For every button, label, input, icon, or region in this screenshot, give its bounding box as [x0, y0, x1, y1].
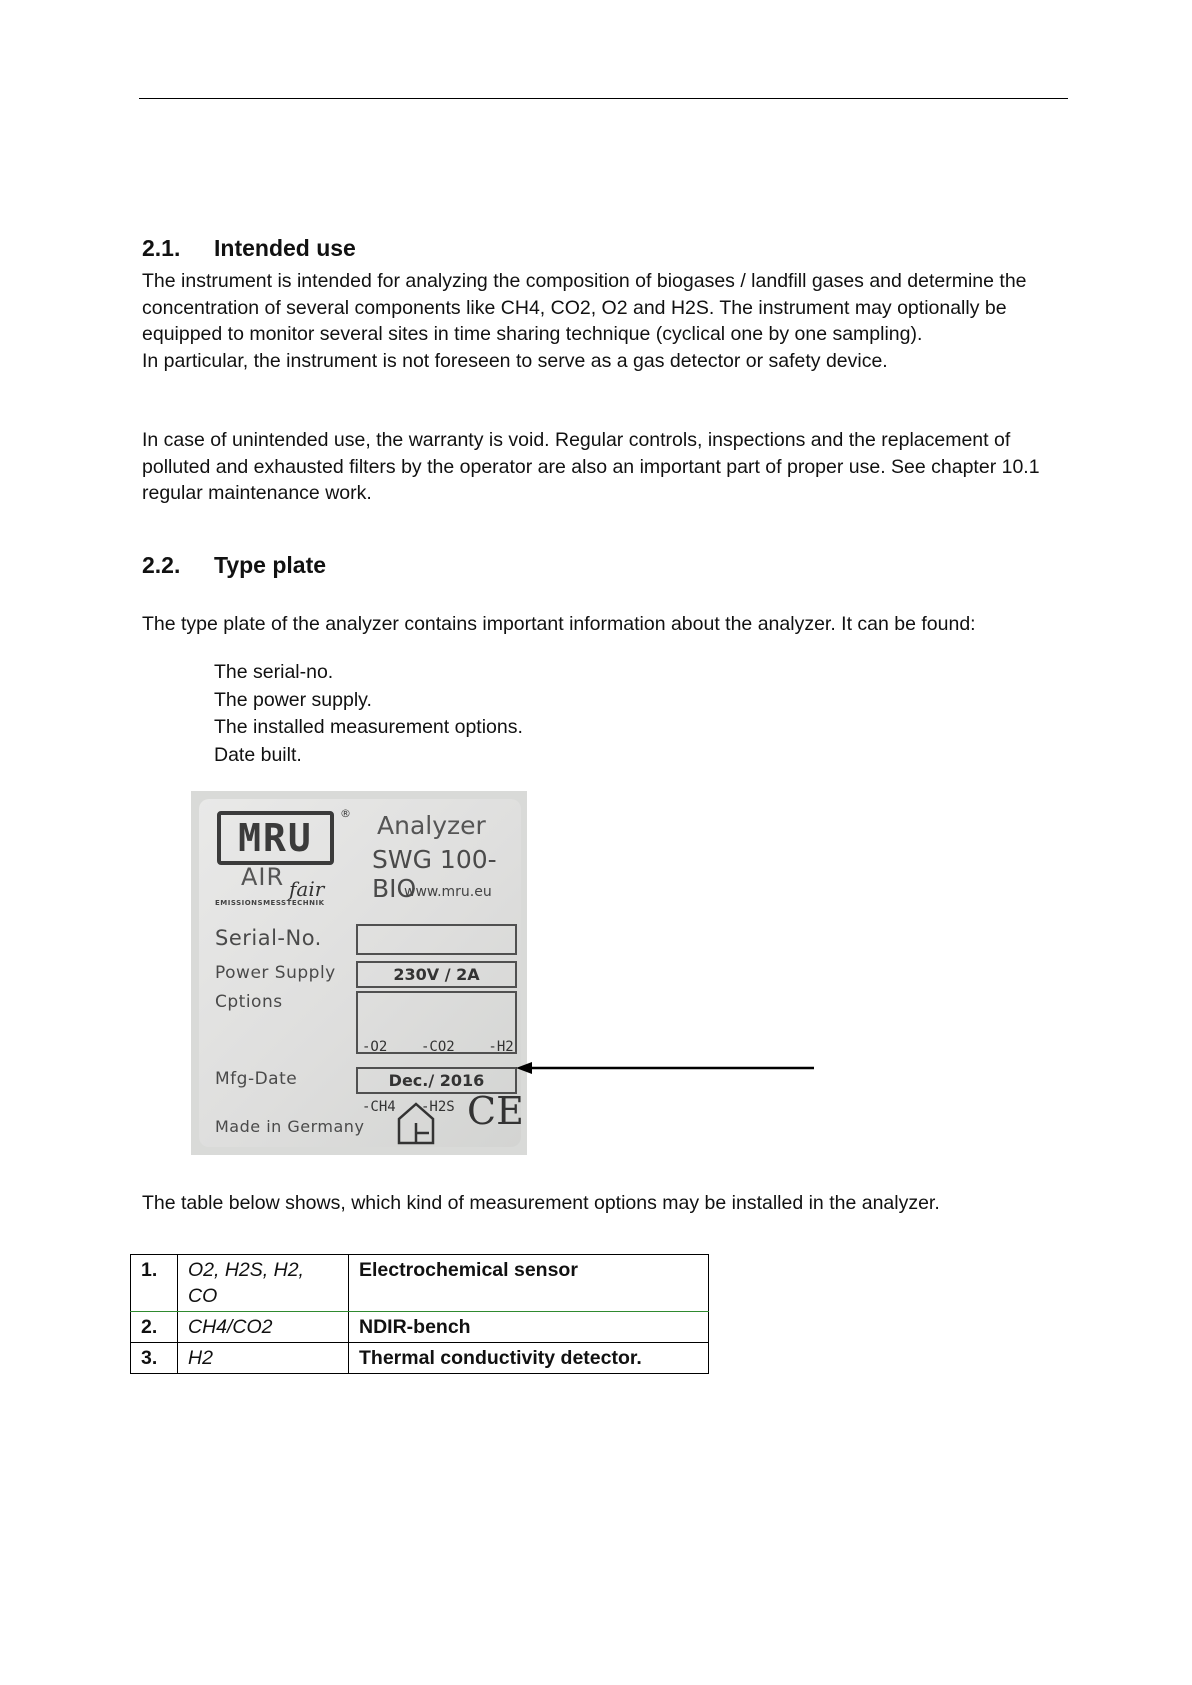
intended-use-paragraph-1: The instrument is intended for analyzing the composition of biogases / landfill gases and determine the concentration of several components like CH4, CO2, O2 and H2S. The instrument may optionally be equipped to monitor several sites in time sharing technique (cyclical one by one sampling). [142, 270, 1027, 345]
power-supply-box [356, 961, 517, 988]
mfg-date-label: Mfg-Date [215, 1069, 298, 1089]
list-item: The serial-no. [214, 661, 334, 683]
row-number: 1. [131, 1255, 178, 1312]
warranty-paragraph: In case of unintended use, the warranty is void. Regular controls, inspections and the replacement of polluted and exhausted filters by the operator are also an important part of proper use. See chapter 10.1 regular maintenance work. [142, 429, 1040, 504]
header-rule [139, 98, 1068, 99]
mru-logo-text: MRU [217, 811, 334, 865]
type-plate-intro-text: The type plate of the analyzer contains important information about the analyzer. It can be found: [142, 613, 976, 635]
row-number: 2. [131, 1312, 178, 1343]
row-gases: H2 [178, 1343, 349, 1374]
made-in-label: Made in Germany [215, 1117, 365, 1136]
table-row [131, 1312, 709, 1343]
section-title: Type plate [214, 552, 327, 578]
row-gases: O2, H2S, H2, CO [178, 1255, 349, 1312]
intended-use-text [142, 268, 1057, 374]
type-plate-info-list [214, 659, 523, 769]
logo-air-text: AIR [241, 863, 285, 891]
power-supply-value: 230V / 2A [393, 965, 480, 984]
section-heading-intended-use [142, 235, 356, 262]
mru-logo [217, 811, 334, 865]
row-sensor: Thermal conductivity detector. [349, 1343, 709, 1374]
weee-house-icon [395, 1101, 437, 1145]
row-gases: CH4/CO2 [178, 1312, 349, 1343]
row-number: 3. [131, 1343, 178, 1374]
row-sensor: Electrochemical sensor [349, 1255, 709, 1312]
type-plate-surface [199, 799, 524, 1147]
section-title: Intended use [214, 235, 356, 261]
measurement-options-table [130, 1254, 709, 1374]
section-number: 2.2. [142, 552, 181, 578]
options-line-2: -CH4 -H2S [362, 1099, 455, 1115]
serial-label: Serial-No. [215, 926, 322, 950]
plate-model: SWG 100-BIO [372, 845, 497, 903]
power-supply-label: Power Supply [215, 963, 336, 983]
intended-use-paragraph-2: In particular, the instrument is not foreseen to serve as a gas detector or safety device. [142, 349, 888, 372]
options-line-1: -O2 -CO2 -H2 [362, 1039, 514, 1055]
ce-mark-icon: CE [467, 1089, 524, 1133]
logo-subtitle: EMISSIONSMESSTECHNIK [215, 899, 325, 907]
logo-fair-text: fair [289, 877, 325, 901]
section-number: 2.1. [142, 235, 181, 261]
section-heading-type-plate [142, 552, 326, 579]
serial-value-box [356, 924, 517, 955]
table-intro [142, 1190, 1057, 1217]
row-sensor: NDIR-bench [349, 1312, 709, 1343]
arrow-left-icon [516, 1060, 816, 1076]
list-item: The power supply. [214, 688, 372, 711]
mfg-date-value: Dec./ 2016 [388, 1071, 485, 1090]
table-row [131, 1255, 709, 1312]
list-item: The installed measurement options. [214, 716, 523, 739]
plate-title: Analyzer [377, 811, 486, 840]
options-label: Cptions [215, 992, 283, 1012]
list-item: Date built. [214, 743, 302, 766]
type-plate-intro [142, 611, 1057, 638]
registered-mark: ® [340, 807, 351, 820]
table-intro-text: The table below shows, which kind of measurement options may be installed in the analyzer. [142, 1192, 940, 1214]
warranty-text [142, 427, 1057, 507]
table-row [131, 1343, 709, 1374]
type-plate-image [191, 791, 527, 1155]
plate-website: www.mru.eu [404, 884, 492, 900]
